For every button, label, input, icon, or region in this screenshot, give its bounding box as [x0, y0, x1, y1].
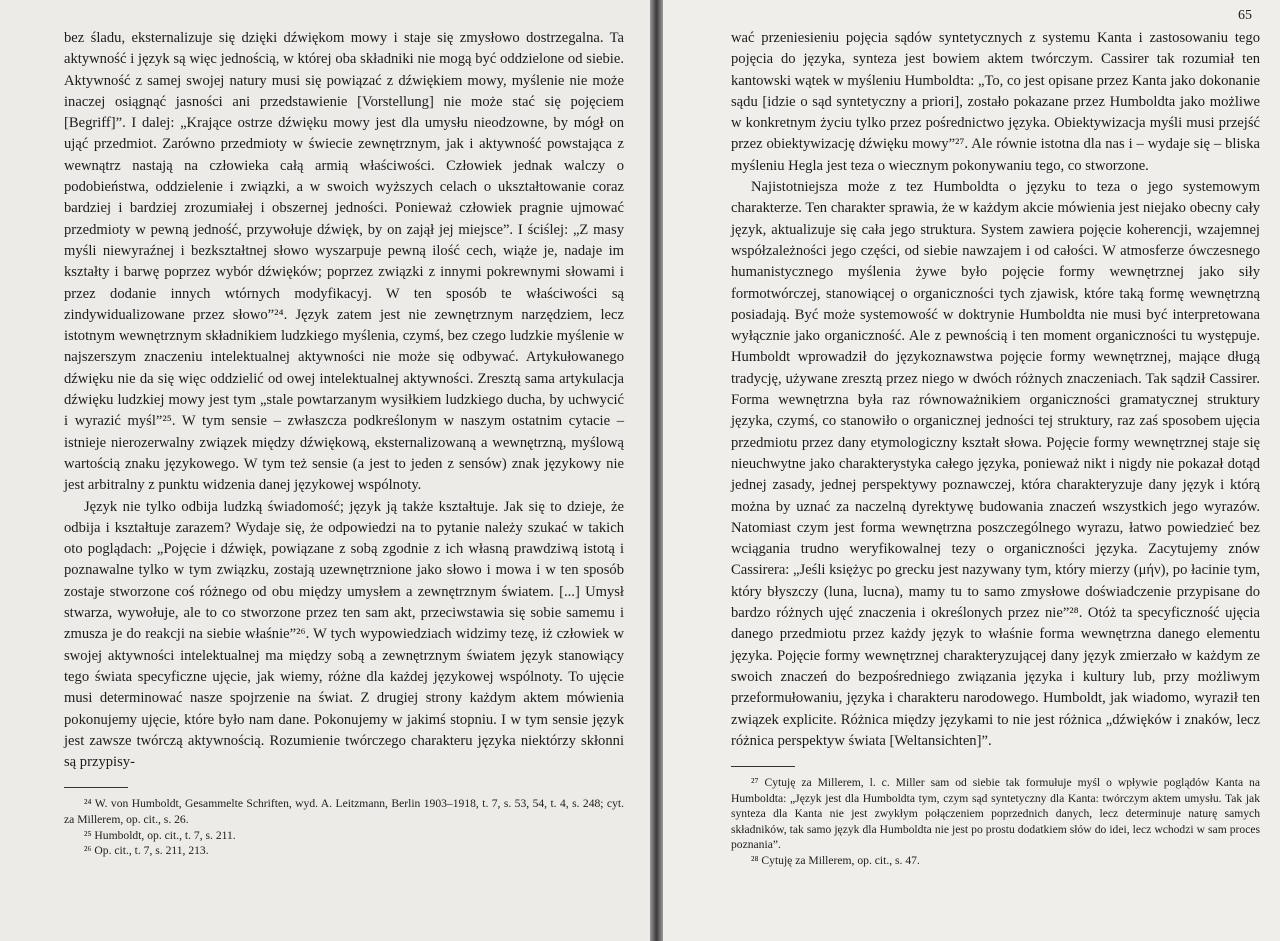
- book-gutter: [650, 0, 663, 941]
- page-number: 65: [1238, 8, 1252, 23]
- footnote-rule: [64, 787, 128, 788]
- footnote: ²⁶ Op. cit., t. 7, s. 211, 213.: [84, 844, 209, 858]
- left-footnotes: [64, 796, 624, 858]
- right-page-body: [731, 28, 1260, 752]
- footnote-rule: [731, 766, 795, 767]
- paragraph: Język nie tylko odbija ludzką świadomość; język ją także kształtuje. Jak się to dzieje, że odbija i kształtuje zarazem? Wydaje się, że odpowiedzi na to pytanie należy szukać w takich oto poglądach: „Pojęcie i dźwięk, powiązane z sobą zgodnie z ich własną prawdziwą istotą i poznawalne tylko w tym związku, zostają uzewnętrznione jako słowo i mowa i w ten sposób zostaje stworzone coś różnego od obu między umysłem a zewnętrznym światem. [...] Umysł stwarza, wywołuje, ale to co stworzone przez ten sam akt, przeciwstawia się sobie samemu i zmusza je do reakcji na siebie właśnie”²⁶. W tych wypowiedziach widzimy tezę, iż człowiek w swojej aktywności intelektualnej ma między sobą a zewnętrznym światem język stanowiący tego świata specyficzne ujęcie, jak wiemy, różne dla każdej językowej wspólnoty. To ujęcie musi determinować nasze spojrzenie na świat. Z drugiej strony każdym aktem mówienia pokonujemy ujęcie, które było nam dane. Pokonujemy w jakimś stopniu. I w tym sensie język jest zawsze twórczą aktywnością. Rozumienie twórczego charakteru języka niektórzy skłonni są przypisy-: [64, 498, 624, 771]
- left-page-body: [64, 28, 624, 773]
- right-page: [663, 0, 1280, 941]
- footnote: ²⁵ Humboldt, op. cit., t. 7, s. 211.: [84, 828, 236, 842]
- paragraph: Najistotniejsza może z tez Humboldta o języku to teza o jego systemowym charakterze. Ten charakter sprawia, że w każdym akcie mówienia jest niejako obecny cały język, aktualizuje się cała jego struktura. System zawiera pojęcie koherencji, wzajemnej współzależności jego części, od siebie nawzajem i od całości. W atmosferze ówczesnego humanistycznego myślenia żywe było pojęcie formy wewnętrznej jako siły formotwórczej, stanowiącej o organiczności tych zjawisk, które taką formę wewnętrzną posiadają. Być może systemowość w doktrynie Humboldta nie musi być interpretowana wyłącznie jako organiczność. Ale z pewnością i ten moment organiczności tu występuje. Humboldt wprowadził do językoznawstwa pojęcie formy wewnętrznej, mające długą tradycję, używane zresztą przez niego w dwóch różnych znaczeniach. Tak sądził Cassirer. Forma wewnętrzna była raz równoważnikiem organiczności gramatycznej struktury języka, czymś, co stanowiło o organicznej jedności tej struktury, raz zaś sposobem ujęcia przedmiotu przez dany etymologiczny kształt słowa. Pojęcie formy wewnętrznej staje się nieuchwytne jako charakterystyka całego języka, ponieważ nikt i nigdy nie pokazał dotąd jednej zasady, jednej perspektywy poznawczej, która charakteryzuje dany język i którą można by uznać za naczelną dyrektywę budowania znaczeń wszystkich jego wyrazów. Natomiast czym jest forma wewnętrzna poszczególnego wyrazu, łatwo powiedzieć bez wciągania trudno weryfikowalnej tezy o organiczności języka. Zacytujemy znów Cassirera: „Jeśli księżyc po grecku jest nazywany tym, który mierzy (μήν), po łacinie tym, który błyszczy (luna, lucna), mamy tu to samo zmysłowe doświadczenie przypisane do bardzo różnych ujęć znaczenia i określonych przez nie”²⁸. Otóż ta specyficzność ujęcia danego przedmiotu przez każdy język to właśnie forma wewnętrzna danego elementu języka. Pojęcie formy wewnętrznej charakteryzującej dany język zmierzało w każdym ze swoich znaczeń do bezpośredniego związania języka i kultury lub, przy możliwym przeformułowaniu, języka i charakteru narodowego. Humboldt, jak wiadomo, wyraził ten związek explicite. Różnica między językami to nie jest różnica „dźwięków i znaków, lecz różnica perspektyw świata [Weltansichten]”.: [731, 179, 1260, 749]
- footnote: ²⁸ Cytuję za Millerem, op. cit., s. 47.: [751, 854, 920, 868]
- paragraph: bez śladu, eksternalizuje się dzięki dźwiękom mowy i staje się zmysłowo dostrzegalna. Ta aktywność i język są więc jednością, w której oba składniki nie mogą być oddzielone od siebie. Aktywność z samej swojej natury musi się powiązać z dźwiękiem mowy, myślenie nie może inaczej osiągnąć jasności ani przedstawienie [Vorstellung] nie może stać się pojęciem [Begriff]”. I dalej: „Krające ostrze dźwięku mowy jest dla umysłu nieodzowne, by mógł on ująć przedmiot. Zarówno przedmioty w świecie zewnętrznym, jak i aktywność powstająca z wewnątrz nastają na człowieka całą armią właściwości. Człowiek jednak walczy o podobieństwa, oddzielenie i związki, a w swoich wyższych celach o ukształtowanie coraz bardziej i bardziej zrozumiałej i obszernej jedności. Ponieważ człowiek pragnie ujmować przedmioty w pewną jedność, przywołuje dźwięk, by on zajął jej miejsce”. I ściślej: „Z masy myśli niewyraźnej i bezkształtnej słowo wyszarpuje pewną ilość cech, wiąże je, nadaje im kształty i barwę poprzez wybór dźwięków; poprzez związki z innymi pokrewnymi słowami i przez dodanie innych wtórnych modyfikacyj. W ten sposób te właściwości są zindywidualizowane przez słowo”²⁴. Język zatem jest nie zewnętrznym narzędziem, lecz istotnym wewnętrznym składnikiem ludzkiego myślenia, czymś, bez czego ludzkie myślenie w najszerszym znaczeniu intelektualnej aktywności nie może się odbywać. Artykułowanego dźwięku nie da się więc oddzielić od owej intelektualnej aktywności. Zresztą sama artykulacja dźwięku ludzkiej mowy jest tym „stale powtarzanym wysiłkiem ludzkiego ducha, by uchwycić i wyrazić myśl”²⁵. W tym sensie – zwłaszcza podkreślonym w naszym ostatnim cytacie – istnieje nierozerwalny związek między dźwiękową, eksternalizowaną a wewnętrzną, myślową wartością znaku językowego. W tym też sensie (a jest to jeden z sensów) znak językowy nie jest arbitralny z punktu widzenia danej językowej wspólnoty.: [64, 30, 624, 494]
- paragraph: wać przeniesieniu pojęcia sądów syntetycznych z systemu Kanta i zastosowaniu tego pojęcia do języka, synteza jest bowiem aktem twórczym. Cassirer tak rozumiał ten kantowski wątek w myśleniu Humboldta: „To, co jest opisane przez Kanta jako dokonanie sądu [idzie o sąd syntetyczny a priori], zostało pokazane przez Humboldta jako możliwe w konkretnym życiu tylko przez pośrednictwo języka. Obiektywizacja myśli musi przejść przez obiektywizację dźwięku mowy”²⁷. Ale równie istotna dla nas i – wydaje się – bliska myśleniu Hegla jest teza o wiecznym pokonywaniu tego, co stworzone.: [731, 30, 1260, 174]
- footnote: ²⁴ W. von Humboldt, Gesammelte Schriften, wyd. A. Leitzmann, Berlin 1903–1918, t. 7, s. 53, 54, t. 4, s. 248; cyt. za Millerem, op. cit., s. 26.: [64, 797, 624, 826]
- right-footnotes: [731, 775, 1260, 869]
- footnote: ²⁷ Cytuję za Millerem, l. c. Miller sam od siebie tak formułuje myśl o wpływie poglądów Kanta na Humboldta: „Język jest dla Humboldta tym, czym sąd syntetyczny dla Kanta: twórczym aktem umysłu. Tak jak synteza dla Kanta nie jest zwykłym połączeniem poprzednich danych, lecz determinuje naturę samych składników, tak samo język dla Humboldta nie jest po prostu dodatkiem słów do idei, lecz wchodzi w sam proces poznania”.: [731, 776, 1260, 852]
